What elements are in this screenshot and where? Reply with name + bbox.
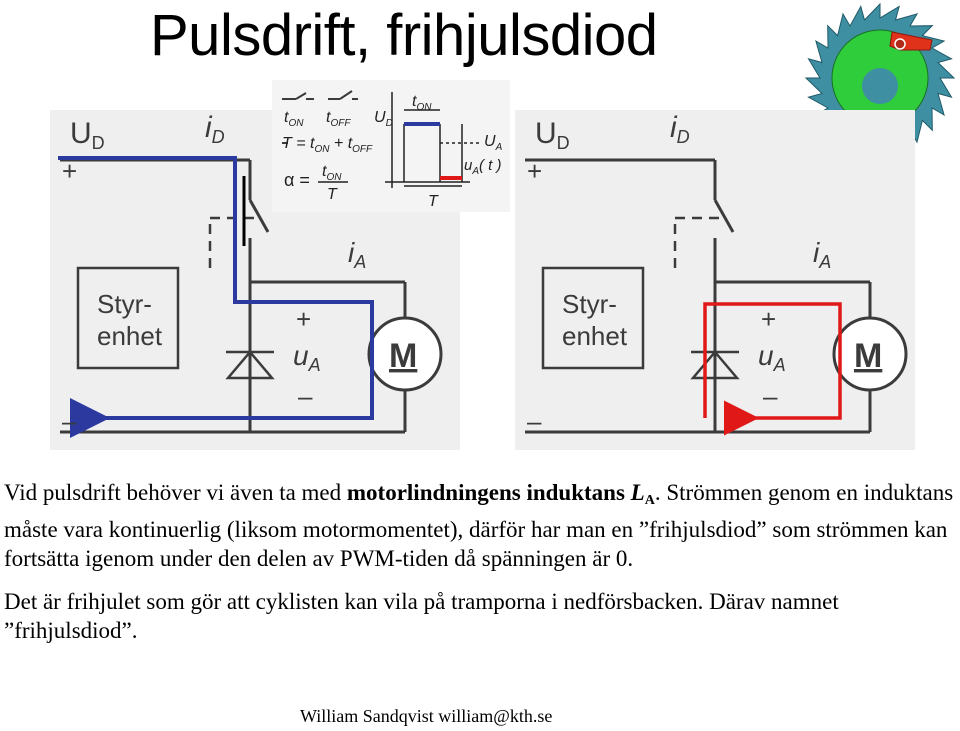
pwm-inset <box>272 80 510 212</box>
right-motor-label: M <box>854 337 883 375</box>
inset-ua: $U_A$ <box>484 133 503 153</box>
inset-t-on: $t_{ON}$ <box>284 109 304 129</box>
left-minus-bottom: – <box>62 406 77 436</box>
right-minus-motor: – <box>763 381 778 411</box>
inset-ud: $U_D$ <box>374 109 393 129</box>
page-title: Pulsdrift, frihjulsdiod <box>150 3 658 68</box>
inset-t-on-top: $t_{ON}$ <box>412 93 432 113</box>
right-voltage-label: $u_A$ <box>758 340 786 375</box>
inset-period-equation: $T = t_{ON} + t_{OFF}$ <box>282 135 373 155</box>
left-current-a-label: $i_A$ <box>348 237 367 272</box>
right-current-a-label: $i_A$ <box>813 237 832 272</box>
left-current-d-label: $i_D$ <box>205 111 225 147</box>
left-controller-line2: enhet <box>97 321 163 351</box>
left-supply-label: $U_D$ <box>70 117 105 153</box>
inset-ua-t: $u_A$( t ) <box>464 157 502 177</box>
footer-credit: William Sandqvist william@kth.se <box>300 706 553 726</box>
right-minus-bottom: – <box>527 406 542 436</box>
inset-frac-den: T <box>327 186 337 203</box>
body-text <box>4 478 954 645</box>
left-motor-label: M <box>389 337 418 375</box>
left-voltage-label: $u_A$ <box>293 340 321 375</box>
right-supply-label: $U_D$ <box>535 117 570 153</box>
body-paragraph-1: Vid pulsdrift behöver vi även ta med motorlindningens induktans $L_A$. Strömmen genom en induktans måste vara kontinuerlig (liksom motormomentet), därför har man en ”frihjulsdiod” som strömmen kan fortsätta igenom under den delen av PWM-tiden då spänningen är 0. <box>4 480 954 571</box>
right-plus-motor: + <box>761 304 777 334</box>
right-current-d-label: $i_D$ <box>670 111 690 147</box>
inset-period: T <box>428 193 438 210</box>
inset-frac-num: $t_{ON}$ <box>322 163 342 183</box>
right-controller-line1: Styr- <box>562 289 617 319</box>
body-paragraph-2: Det är frihjulet som gör att cyklisten kan vila på tramporna i nedförsbacken. Därav namnet ”frihjulsdiod”. <box>4 589 839 643</box>
left-plus-top: + <box>62 156 78 186</box>
inset-t-off: $t_{OFF}$ <box>326 109 351 129</box>
left-minus-motor: – <box>298 381 313 411</box>
left-plus-motor: + <box>296 304 312 334</box>
left-controller-line1: Styr- <box>97 289 152 319</box>
inset-alpha: α = <box>284 170 310 190</box>
right-controller-line2: enhet <box>562 321 628 351</box>
right-plus-top: + <box>527 156 543 186</box>
